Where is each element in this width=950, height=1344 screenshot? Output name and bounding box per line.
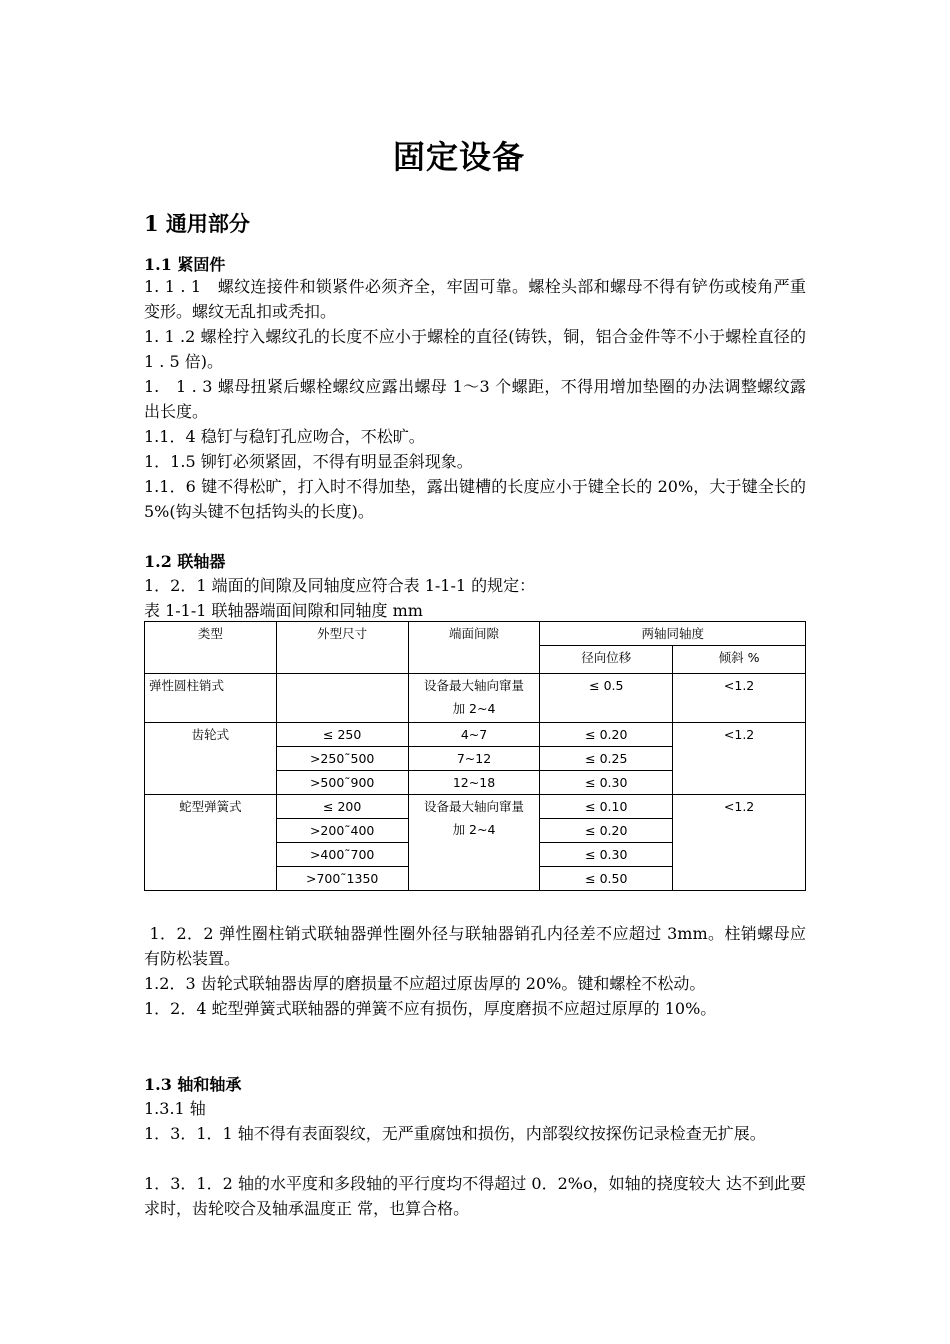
- table-cell: >200˜400: [276, 819, 408, 843]
- paragraph: 1．3．1．2 轴的水平度和多段轴的平行度均不得超过 0．2%o，如轴的挠度较大 达不到此要求时，齿轮咬合及轴承温度正 常，也算合格。: [144, 1174, 806, 1218]
- table-cell: >400˜700: [276, 843, 408, 867]
- table-cell: 弹性圆柱销式: [145, 674, 277, 723]
- table-cell: ≤ 200: [276, 795, 408, 819]
- table-cell: <1.2: [673, 795, 806, 891]
- table-cell: ≤ 250: [276, 723, 408, 747]
- paragraph: 1．3．1．1 轴不得有表面裂纹，无严重腐蚀和损伤，内部裂纹按探伤记录检查无扩展。: [144, 1124, 766, 1143]
- paragraph: 1.2．3 齿轮式联轴器齿厚的磨损量不应超过原齿厚的 20%。键和螺栓不松动。: [144, 974, 706, 993]
- paragraph: 1．2．1 端面的间隙及同轴度应符合表 1-1-1 的规定：: [144, 576, 536, 595]
- table-cell: ≤ 0.20: [540, 723, 673, 747]
- paragraph: 1．1.5 铆钉必须紧固，不得有明显歪斜现象。: [144, 452, 473, 471]
- table-cell: ≤ 0.30: [540, 771, 673, 795]
- cell-line: 设备最大轴向窜量: [424, 678, 525, 693]
- subsection-heading: 1.3 轴和轴承: [144, 1075, 242, 1094]
- table-cell: ≤ 0.25: [540, 747, 673, 771]
- page-title: 固定设备: [392, 138, 525, 176]
- paragraph: 1．2．2 弹性圈柱销式联轴器弹性圈外径与联轴器销孔内径差不应超过 3mm。柱销螺母应有防松装置。: [144, 924, 806, 968]
- table-cell: [276, 674, 408, 723]
- paragraph: 1. 1 . 3 螺母扭紧后螺栓螺纹应露出螺母 1～3 个螺距，不得用增加垫圈的办法调整螺纹露出长度。: [144, 377, 806, 421]
- paragraph: 1. 1 . 1 螺纹连接件和锁紧件必须齐全，牢固可靠。螺栓头部和螺母不得有铲伤或棱角严重变形。螺纹无乱扣或秃扣。: [144, 277, 806, 321]
- header-gap: 端面间隙: [408, 622, 540, 674]
- section-heading: 1 通用部分: [144, 211, 250, 236]
- header-type: 类型: [145, 622, 277, 674]
- paragraph: 1.1．6 键不得松旷，打入时不得加垫，露出键槽的长度应小于键全长的 20%，大于键全长的 5%(钩头键不包括钩头的长度)。: [144, 477, 806, 521]
- header-tilt: 倾斜 %: [673, 646, 806, 674]
- table-cell: >500˜900: [276, 771, 408, 795]
- table-cell: 齿轮式: [145, 723, 277, 795]
- cell-line: 加 2~4: [452, 701, 496, 716]
- table-cell: [408, 674, 540, 723]
- paragraph: 1. 1 .2 螺栓拧入螺纹孔的长度不应小于螺栓的直径(铸铁，铜，铝合金件等不小于螺栓直径的 1 . 5 倍)。: [144, 327, 806, 371]
- table-cell: ≤ 0.10: [540, 795, 673, 819]
- table-cell: ≤ 0.20: [540, 819, 673, 843]
- paragraph: 1.1．4 稳钉与稳钉孔应吻合，不松旷。: [144, 427, 425, 446]
- table-cell: 蛇型弹簧式: [145, 795, 277, 891]
- table-cell: 7~12: [408, 747, 540, 771]
- table-cell: 12~18: [408, 771, 540, 795]
- sub-subsection-heading: 1.3.1 轴: [144, 1099, 206, 1118]
- cell-line: 加 2~4: [452, 822, 496, 837]
- header-radial: 径向位移: [540, 646, 673, 674]
- table-cell: >700˜1350: [276, 867, 408, 891]
- subsection-heading: 1.1 紧固件: [144, 255, 226, 274]
- table-cell: >250˜500: [276, 747, 408, 771]
- table-cell: <1.2: [673, 674, 806, 723]
- coupling-table: [144, 621, 806, 891]
- header-size: 外型尺寸: [276, 622, 408, 674]
- header-coaxiality: 两轴同轴度: [540, 622, 806, 646]
- table-cell: ≤ 0.50: [540, 867, 673, 891]
- paragraph: 1．2．4 蛇型弹簧式联轴器的弹簧不应有损伤，厚度磨损不应超过原厚的 10%。: [144, 999, 717, 1018]
- table-caption: 表 1-1-1 联轴器端面间隙和同轴度 mm: [144, 601, 423, 620]
- table-cell: [408, 795, 540, 891]
- table-cell: ≤ 0.30: [540, 843, 673, 867]
- table-cell: 4~7: [408, 723, 540, 747]
- table-cell: <1.2: [673, 723, 806, 795]
- table-cell: ≤ 0.5: [540, 674, 673, 723]
- cell-line: 设备最大轴向窜量: [424, 799, 525, 814]
- subsection-heading: 1.2 联轴器: [144, 552, 226, 571]
